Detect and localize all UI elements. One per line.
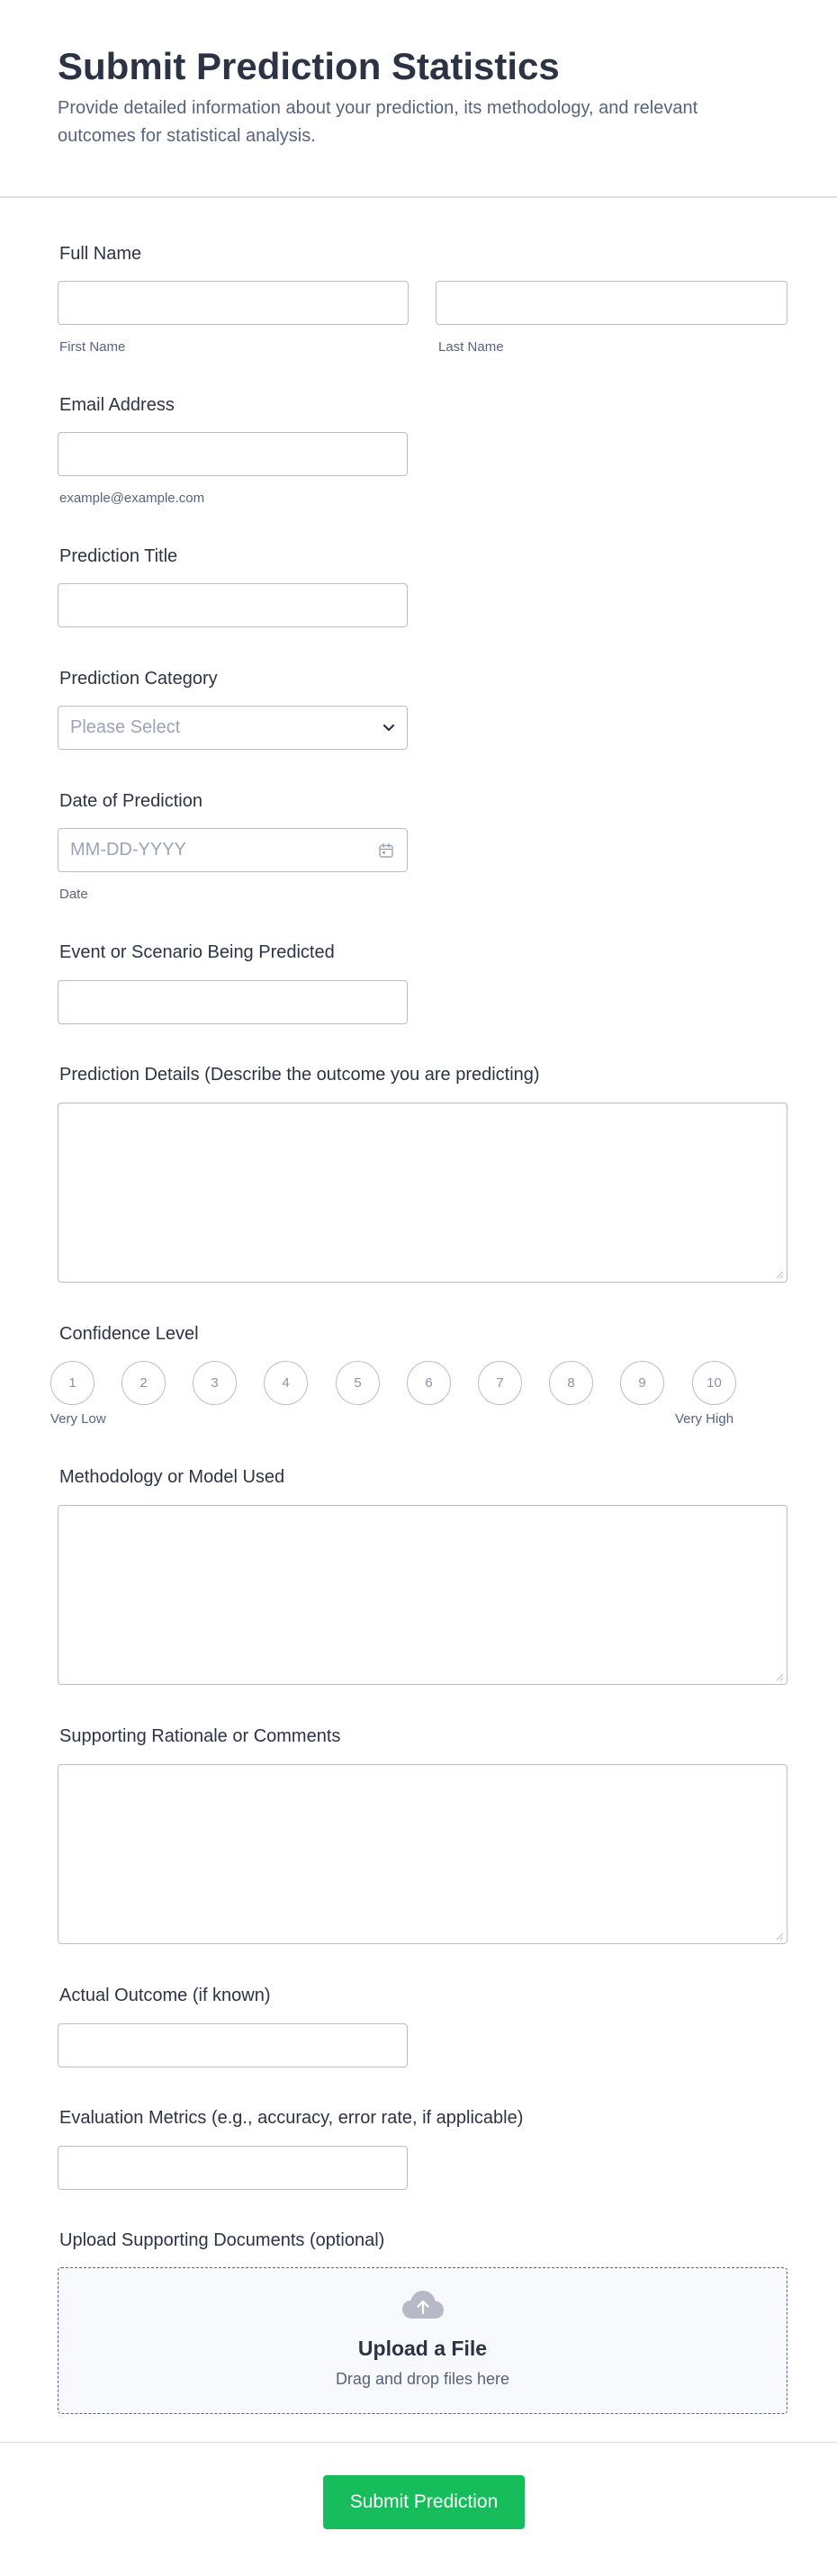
- rating-option-9[interactable]: 9: [620, 1361, 664, 1405]
- submit-button[interactable]: Submit Prediction: [323, 2475, 525, 2529]
- rating-option-7[interactable]: 7: [478, 1361, 522, 1405]
- resize-grip-icon[interactable]: [775, 1932, 784, 1941]
- page-subtitle: Provide detailed information about your prediction, its methodology, and relevant outcomes for statistical analysis.: [58, 98, 698, 146]
- rating-option-4[interactable]: 4: [264, 1361, 308, 1405]
- confidence-label: Confidence Level: [59, 1324, 199, 1344]
- rating-option-10[interactable]: 10: [692, 1361, 736, 1405]
- upload-title: Upload a File: [357, 2337, 488, 2360]
- rating-low-label: Very Low: [50, 1411, 106, 1427]
- form-header: [0, 0, 837, 198]
- resize-grip-icon[interactable]: [775, 1270, 784, 1279]
- first-name-input[interactable]: [58, 281, 409, 325]
- file-upload-dropzone[interactable]: [58, 2267, 788, 2414]
- actual-outcome-input[interactable]: [58, 2023, 408, 2067]
- rating-option-1[interactable]: 1: [50, 1361, 94, 1405]
- methodology-textarea[interactable]: [58, 1505, 788, 1685]
- event-label: Event or Scenario Being Predicted: [59, 942, 335, 962]
- category-placeholder: Please Select: [70, 717, 181, 737]
- form-footer: [0, 2442, 837, 2576]
- upload-label: Upload Supporting Documents (optional): [59, 2230, 385, 2250]
- prediction-title-input[interactable]: [58, 583, 408, 627]
- metrics-label: Evaluation Metrics (e.g., accuracy, error rate, if applicable): [59, 2108, 524, 2128]
- prediction-category-label: Prediction Category: [59, 669, 218, 689]
- prediction-title-label: Prediction Title: [59, 546, 178, 566]
- rating-option-6[interactable]: 6: [407, 1361, 451, 1405]
- calendar-icon[interactable]: [378, 842, 394, 859]
- email-input[interactable]: [58, 432, 408, 476]
- details-label: Prediction Details (Describe the outcome you are predicting): [59, 1065, 540, 1085]
- rationale-label: Supporting Rationale or Comments: [59, 1726, 341, 1746]
- resize-grip-icon[interactable]: [775, 1672, 784, 1681]
- last-name-sublabel: Last Name: [438, 339, 504, 355]
- last-name-input[interactable]: [436, 281, 788, 325]
- date-placeholder: MM-DD-YYYY: [70, 840, 186, 860]
- actual-outcome-label: Actual Outcome (if known): [59, 1986, 271, 2005]
- rating-option-2[interactable]: 2: [122, 1361, 166, 1405]
- cloud-upload-icon: [401, 2290, 445, 2320]
- chevron-down-icon: [382, 722, 396, 734]
- email-label: Email Address: [59, 395, 175, 415]
- rating-high-label: Very High: [675, 1411, 734, 1427]
- metrics-input[interactable]: [58, 2146, 408, 2190]
- methodology-label: Methodology or Model Used: [59, 1467, 285, 1487]
- full-name-label: Full Name: [59, 244, 142, 264]
- page-title: Submit Prediction Statistics: [58, 45, 560, 87]
- date-input[interactable]: [58, 828, 408, 872]
- rating-option-3[interactable]: 3: [193, 1361, 237, 1405]
- email-sublabel: example@example.com: [59, 491, 205, 506]
- date-sublabel: Date: [59, 887, 88, 902]
- event-input[interactable]: [58, 980, 408, 1024]
- rating-option-5[interactable]: 5: [336, 1361, 380, 1405]
- rationale-textarea[interactable]: [58, 1764, 788, 1944]
- date-label: Date of Prediction: [59, 791, 202, 811]
- details-textarea[interactable]: [58, 1103, 788, 1283]
- prediction-category-select[interactable]: [58, 706, 408, 750]
- first-name-sublabel: First Name: [59, 339, 126, 355]
- upload-subtitle: Drag and drop files here: [335, 2370, 510, 2388]
- rating-option-8[interactable]: 8: [549, 1361, 593, 1405]
